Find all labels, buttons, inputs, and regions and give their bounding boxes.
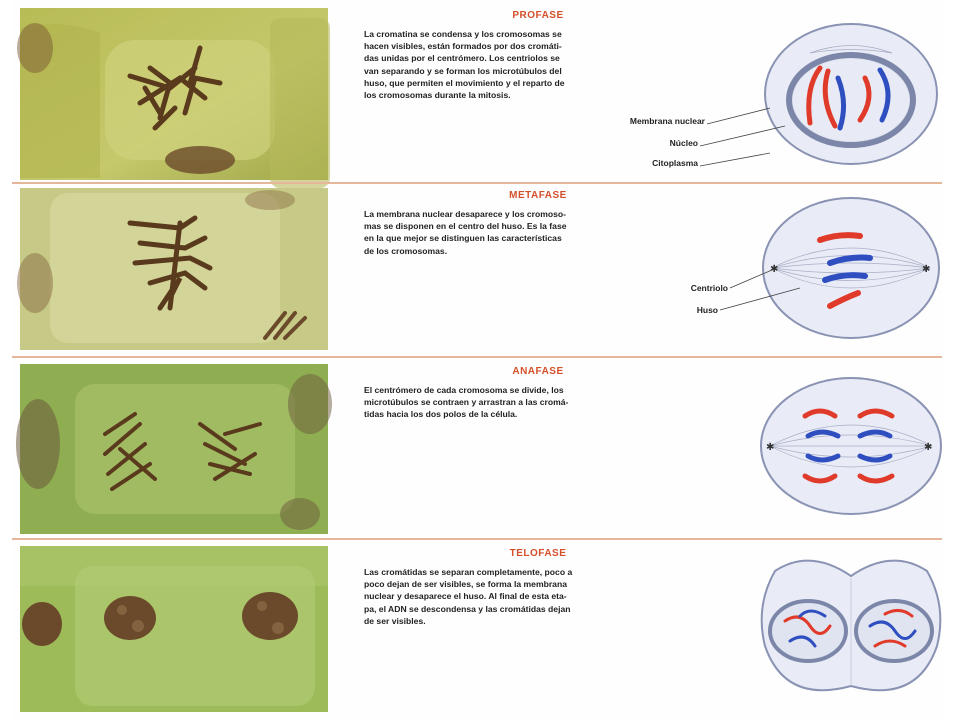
section-title: METAFASE (509, 190, 567, 201)
telofase-micrograph (20, 546, 328, 712)
telofase-diagram (660, 546, 942, 712)
section-text: La membrana nuclear desaparece y los cromoso- mas se disponen en el centro del huso. Es la fase en la que mejor se distinguen las características de los cromosomas. (364, 209, 567, 256)
label-membrana-nuclear: Membrana nuclear (629, 116, 705, 126)
metafase-micrograph (20, 188, 328, 350)
centriolo-icon: ✱ (922, 264, 931, 275)
centriolo-icon: ✱ (766, 442, 775, 453)
section-divider (12, 356, 942, 358)
profase-micrograph (20, 8, 328, 180)
section-title: PROFASE (512, 10, 564, 21)
cell-membrane (763, 198, 939, 338)
label-centriolo: Centriolo (690, 283, 728, 293)
section-metafase (20, 188, 942, 350)
textbook-page (12, 0, 942, 720)
label-nucleo: Núcleo (669, 138, 698, 148)
section-profase (20, 8, 942, 180)
anafase-diagram (660, 364, 942, 534)
centriolo-icon: ✱ (924, 442, 933, 453)
label-citoplasma: Citoplasma (652, 158, 698, 168)
centriolo-icon: ✱ (770, 264, 779, 275)
metafase-diagram (660, 188, 942, 350)
section-divider (12, 538, 942, 540)
section-telofase (20, 546, 942, 712)
section-text: Las cromátidas se separan completamente, poco a poco dejan de ser visibles, se forma la membrana nuclear y desaparece el huso. Al final de esta eta- pa, el ADN se descondensa y las cromátidas dejan de ser visibles. (364, 567, 573, 626)
section-title: TELOFASE (509, 548, 567, 559)
section-title: ANAFASE (512, 366, 564, 377)
section-divider (12, 182, 942, 184)
label-huso: Huso (696, 305, 718, 315)
profase-diagram (629, 8, 942, 180)
section-text: El centrómero de cada cromosoma se divide, los microtúbulos se contraen y arrastran a las cromá- tidas hacia los dos polos de la célula. (364, 385, 569, 420)
anafase-micrograph (20, 364, 328, 534)
section-text: La cromatina se condensa y los cromosomas se hacen visibles, están formados por dos cromáti- das unidas por el centrómero. Los centriolos se van separando y se forman los microtúbulos del huso, que permiten el movimiento y el reparto de los cromosomas durante la mitosis. (364, 29, 565, 101)
section-anafase (20, 364, 942, 534)
